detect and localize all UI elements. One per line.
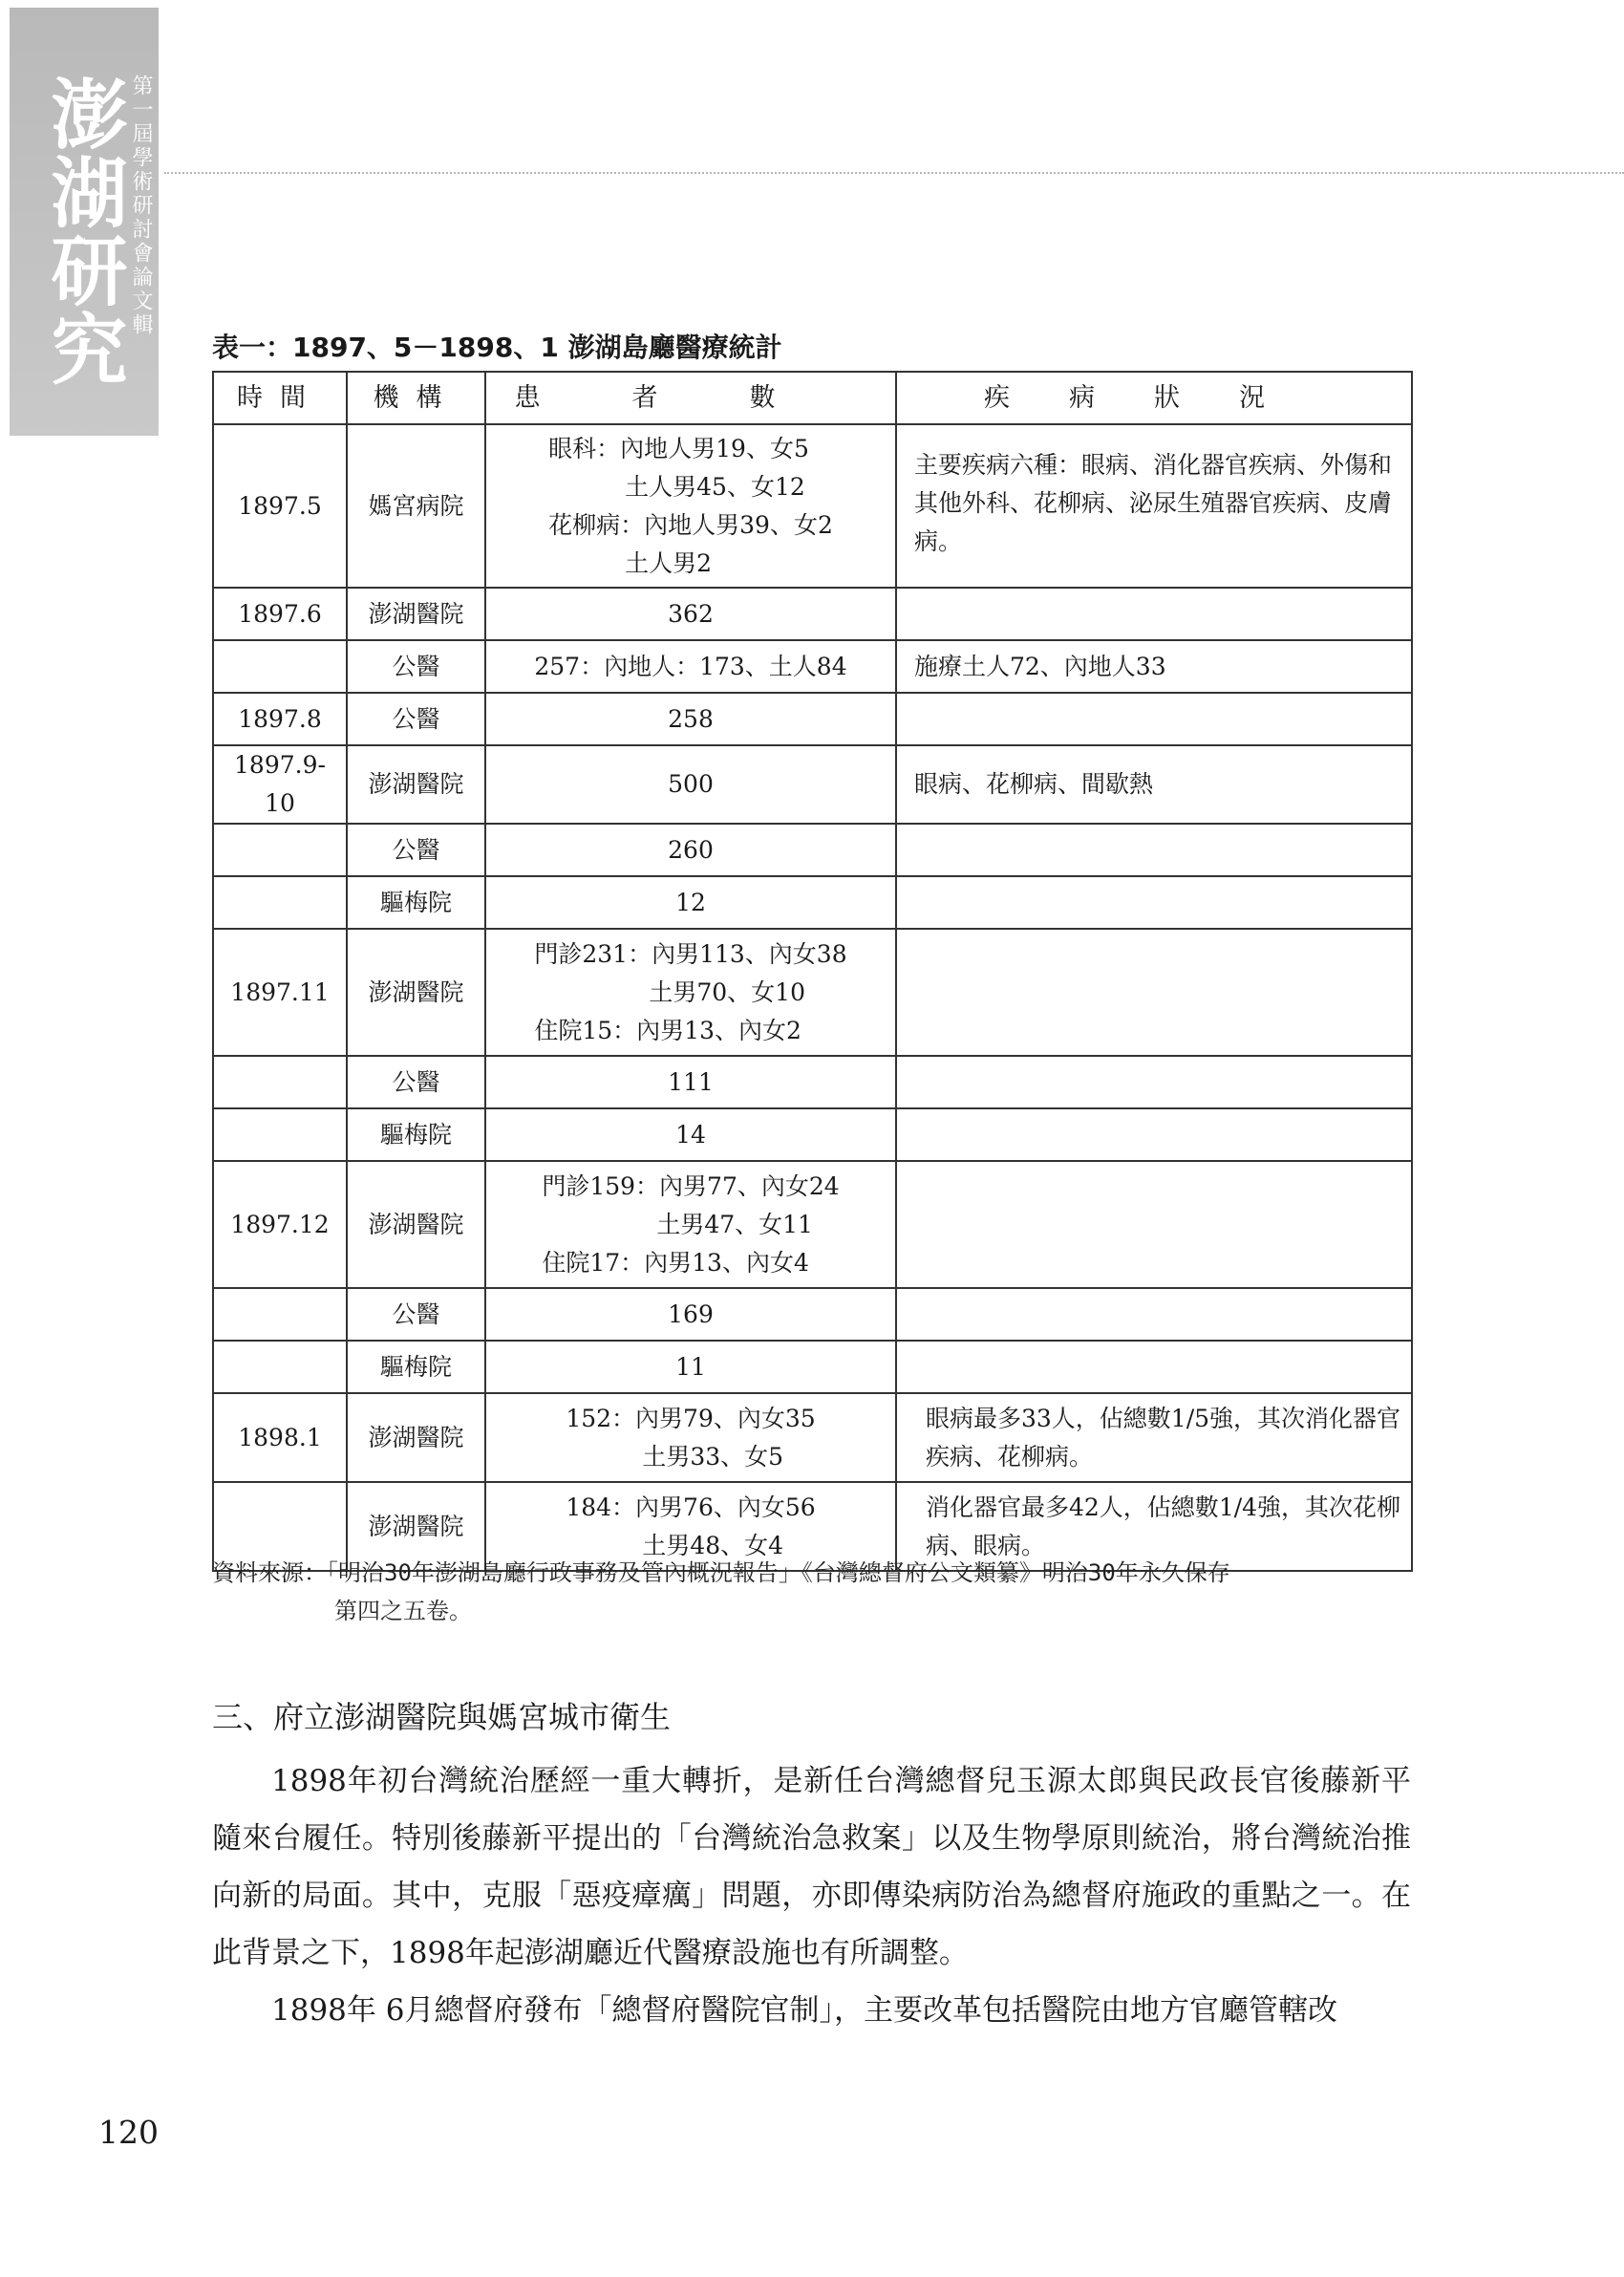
cell-disease <box>896 588 1412 640</box>
table-row <box>213 876 1412 929</box>
cell-disease <box>896 824 1412 876</box>
paragraph: 1898年 6月總督府發布「總督府醫院官制」，主要改革包括醫院由地方官廳管轄改 <box>271 1993 1337 2028</box>
patients-line: 眼科：內地人男19、女5 <box>548 434 809 462</box>
table-row <box>213 1108 1412 1161</box>
header-patients: 患者數 <box>485 372 896 424</box>
table-row <box>213 588 1412 640</box>
cell-disease: 眼病最多33人，佔總數1/5強，其次消化器官疾病、花柳病。 <box>896 1393 1412 1482</box>
cell-disease <box>896 876 1412 929</box>
table-row <box>213 424 1412 588</box>
table-row <box>213 693 1412 745</box>
cell-institution: 公醫 <box>347 1288 485 1341</box>
table-row <box>213 1341 1412 1393</box>
cell-institution: 驅梅院 <box>347 1341 485 1393</box>
cell-institution: 澎湖醫院 <box>347 1393 485 1482</box>
cell-time: 1897.9-10 <box>213 745 347 824</box>
patients-line: 土男33、女5 <box>642 1442 784 1471</box>
table-header-row <box>213 372 1412 424</box>
section-heading: 三、府立澎湖醫院與媽宮城市衛生 <box>212 1699 672 1735</box>
cell-patients: 11 <box>485 1341 896 1393</box>
header-time: 時間 <box>213 372 347 424</box>
cell-institution: 公醫 <box>347 1056 485 1108</box>
cell-time: 1898.1 <box>213 1393 347 1482</box>
patients-line: 花柳病：內地人男39、女2 <box>548 510 833 539</box>
cell-patients: 111 <box>485 1056 896 1108</box>
cell-time: 1897.11 <box>213 929 347 1056</box>
cell-institution: 驅梅院 <box>347 1108 485 1161</box>
cell-time: 1897.5 <box>213 424 347 588</box>
cell-disease: 消化器官最多42人，佔總數1/4強，其次花柳病、眼病。 <box>896 1482 1412 1571</box>
cell-time <box>213 824 347 876</box>
cell-institution: 澎湖醫院 <box>347 929 485 1056</box>
body-text <box>212 1752 1411 2039</box>
cell-time <box>213 640 347 693</box>
source-line-1: 資料來源：「明治30年澎湖島廳行政事務及管內概況報告」《台灣總督府公文類纂》明治30年永久保存 <box>212 1559 1230 1586</box>
cell-institution: 澎湖醫院 <box>347 1482 485 1571</box>
cell-patients <box>485 424 896 588</box>
table-row <box>213 1393 1412 1482</box>
cell-patients: 14 <box>485 1108 896 1161</box>
cell-time <box>213 1288 347 1341</box>
cell-institution: 公醫 <box>347 640 485 693</box>
patients-line: 住院17：內男13、內女4 <box>542 1248 809 1277</box>
cell-patients: 12 <box>485 876 896 929</box>
cell-disease: 施療土人72、內地人33 <box>896 640 1412 693</box>
table-row <box>213 824 1412 876</box>
cell-time: 1897.6 <box>213 588 347 640</box>
table-title: 表一：1897、5－1898、1 澎湖島廳醫療統計 <box>212 332 782 363</box>
cell-disease <box>896 1288 1412 1341</box>
patients-line: 土男47、女11 <box>656 1210 813 1238</box>
table-row <box>213 745 1412 824</box>
cell-time <box>213 1341 347 1393</box>
cell-disease <box>896 1108 1412 1161</box>
cell-time: 1897.12 <box>213 1161 347 1288</box>
cell-disease <box>896 1341 1412 1393</box>
patients-line: 住院15：內男13、內女2 <box>534 1016 801 1044</box>
medical-statistics-table <box>212 371 1413 1572</box>
cell-disease <box>896 929 1412 1056</box>
table-row <box>213 929 1412 1056</box>
cell-time: 1897.8 <box>213 693 347 745</box>
patients-line: 門診159：內男77、內女24 <box>542 1171 840 1200</box>
cell-institution: 公醫 <box>347 693 485 745</box>
header-dotted-rule <box>164 172 1624 174</box>
table-row <box>213 1056 1412 1108</box>
cell-patients: 169 <box>485 1288 896 1341</box>
patients-line: 152：內男79、內女35 <box>566 1404 816 1432</box>
cell-time <box>213 1108 347 1161</box>
table-row <box>213 1161 1412 1288</box>
cell-time <box>213 1056 347 1108</box>
cell-patients: 257：內地人：173、土人84 <box>485 640 896 693</box>
cell-time <box>213 876 347 929</box>
header-institution: 機構 <box>347 372 485 424</box>
cell-disease <box>896 1161 1412 1288</box>
cell-institution: 澎湖醫院 <box>347 745 485 824</box>
cell-patients: 260 <box>485 824 896 876</box>
cell-institution: 澎湖醫院 <box>347 1161 485 1288</box>
journal-title: 澎湖研究 <box>38 75 127 388</box>
patients-line: 土人男45、女12 <box>625 472 805 501</box>
patients-line: 土男70、女10 <box>649 977 805 1006</box>
cell-disease <box>896 693 1412 745</box>
page-number: 120 <box>98 2114 159 2151</box>
table-row <box>213 640 1412 693</box>
patients-line: 土男48、女4 <box>642 1531 784 1559</box>
table-row <box>213 1288 1412 1341</box>
patients-line: 184：內男76、內女56 <box>566 1493 816 1521</box>
cell-institution: 驅梅院 <box>347 876 485 929</box>
cell-disease: 主要疾病六種：眼病、消化器官疾病、外傷和其他外科、花柳病、泌尿生殖器官疾病、皮膚病。 <box>896 424 1412 588</box>
cell-patients <box>485 1161 896 1288</box>
cell-institution: 媽宮病院 <box>347 424 485 588</box>
cell-patients: 362 <box>485 588 896 640</box>
cell-patients <box>485 1393 896 1482</box>
cell-patients <box>485 929 896 1056</box>
cell-patients: 500 <box>485 745 896 824</box>
cell-institution: 公醫 <box>347 824 485 876</box>
journal-subtitle: 第一屆學術研討會論文輯 <box>129 75 153 337</box>
cell-institution: 澎湖醫院 <box>347 588 485 640</box>
cell-disease <box>896 1056 1412 1108</box>
cell-patients: 258 <box>485 693 896 745</box>
source-line-2: 第四之五卷。 <box>334 1598 472 1624</box>
patients-line: 土人男2 <box>625 548 713 577</box>
cell-disease: 眼病、花柳病、間歇熱 <box>896 745 1412 824</box>
patients-line: 門診231：內男113、內女38 <box>534 939 847 968</box>
header-disease: 疾病狀況 <box>896 372 1412 424</box>
table-source-note <box>212 1554 1416 1630</box>
paragraph: 1898年初台灣統治歷經一重大轉折，是新任台灣總督兒玉源太郎與民政長官後藤新平隨來台履任。特別後藤新平提出的「台灣統治急救案」以及生物學原則統治，將台灣統治推向新的局面。其中，克服「惡疫瘴癘」問題，亦即傳染病防治為總督府施政的重點之一。在此背景之下，1898年起澎湖廳近代醫療設施也有所調整。 <box>212 1764 1411 1970</box>
